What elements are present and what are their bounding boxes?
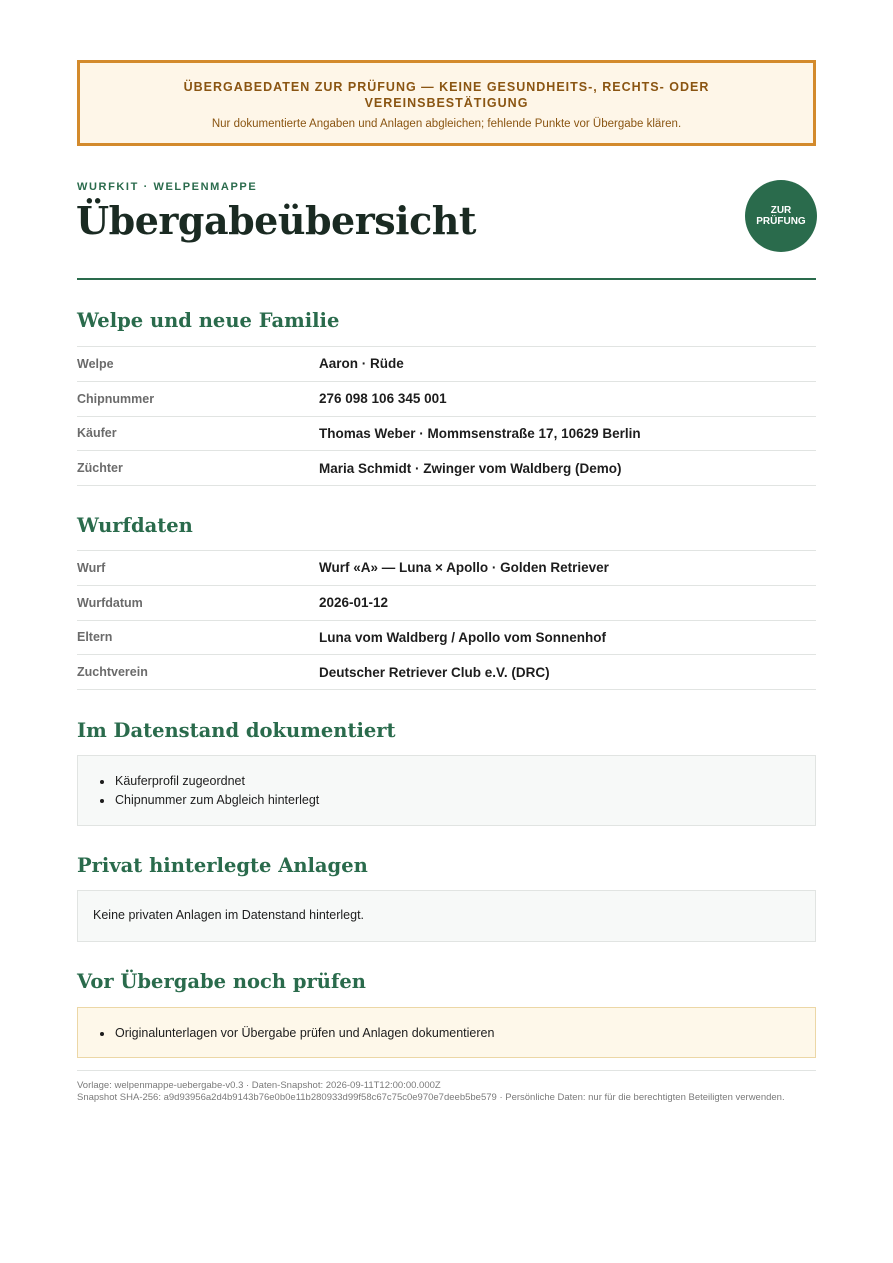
section-heading-documented: Im Datenstand dokumentiert xyxy=(77,719,396,742)
page-title: Übergabeübersicht xyxy=(76,198,476,243)
table-row xyxy=(77,451,816,486)
documented-box xyxy=(77,755,816,826)
list-item: Käuferprofil zugeordnet xyxy=(100,772,815,791)
litter-table xyxy=(77,550,816,690)
review-notice xyxy=(77,60,816,146)
footer-line-snapshot: Snapshot SHA-256: a9d93956a2d4b9143b76e0b0e11b280933d99f58c67c75c0e970e7deeb5be579 · Persönliche Daten: nur für die berechtigten Beteiligten verwenden. xyxy=(77,1091,785,1103)
row-value: 276 098 106 345 001 xyxy=(319,391,447,407)
row-label: Wurf xyxy=(77,560,106,575)
section-heading-attachments: Privat hinterlegte Anlagen xyxy=(77,854,368,877)
check-list xyxy=(78,1008,815,1043)
header-divider xyxy=(77,278,816,280)
row-value: Wurf «A» — Luna × Apollo · Golden Retriever xyxy=(319,560,609,576)
row-label: Zuchtverein xyxy=(77,665,148,680)
table-row xyxy=(77,417,816,452)
table-row xyxy=(77,586,816,621)
section-heading-puppy: Welpe und neue Familie xyxy=(77,309,340,332)
section-heading-litter: Wurfdaten xyxy=(77,514,193,537)
status-badge: ZUR PRÜFUNG xyxy=(745,180,817,252)
row-value: Luna vom Waldberg / Apollo vom Sonnenhof xyxy=(319,629,606,645)
row-label: Chipnummer xyxy=(77,391,155,406)
row-label: Wurfdatum xyxy=(77,595,143,610)
row-label: Eltern xyxy=(77,630,113,645)
footer-line-template: Vorlage: welpenmappe-uebergabe-v0.3 · Daten-Snapshot: 2026-09-11T12:00:00.000Z xyxy=(77,1080,441,1091)
table-row xyxy=(77,621,816,656)
list-item: Chipnummer zum Abgleich hinterlegt xyxy=(100,791,815,810)
table-row xyxy=(77,347,816,382)
row-label: Käufer xyxy=(77,426,117,441)
section-heading-check: Vor Übergabe noch prüfen xyxy=(77,970,366,993)
table-row xyxy=(77,551,816,586)
row-value: Aaron · Rüde xyxy=(319,356,404,372)
puppy-table xyxy=(77,346,816,486)
footer-divider xyxy=(77,1070,816,1071)
attachments-box xyxy=(77,890,816,942)
row-value: 2026-01-12 xyxy=(319,595,389,611)
row-label: Welpe xyxy=(77,356,114,371)
row-value: Thomas Weber · Mommsenstraße 17, 10629 Berlin xyxy=(319,425,641,441)
document-kicker: WURFKIT · WELPENMAPPE xyxy=(77,181,258,193)
documented-list xyxy=(78,756,815,810)
table-row xyxy=(77,382,816,417)
row-value: Maria Schmidt · Zwinger vom Waldberg (Demo) xyxy=(319,460,622,476)
notice-subtitle: Nur dokumentierte Angaben und Anlagen abgleichen; fehlende Punkte vor Übergabe klären. xyxy=(211,118,682,130)
check-box xyxy=(77,1007,816,1058)
row-value: Deutscher Retriever Club e.V. (DRC) xyxy=(319,664,550,680)
table-row xyxy=(77,655,816,690)
notice-title: ÜBERGABEDATEN ZUR PRÜFUNG — KEINE GESUNDHEITS-, RECHTS- ODER VEREINSBESTÄTIGUNG xyxy=(183,80,710,110)
list-item: Originalunterlagen vor Übergabe prüfen und Anlagen dokumentieren xyxy=(100,1024,815,1043)
attachments-text: Keine privaten Anlagen im Datenstand hinterlegt. xyxy=(93,908,365,922)
footer xyxy=(77,1080,816,1103)
row-label: Züchter xyxy=(77,461,123,476)
